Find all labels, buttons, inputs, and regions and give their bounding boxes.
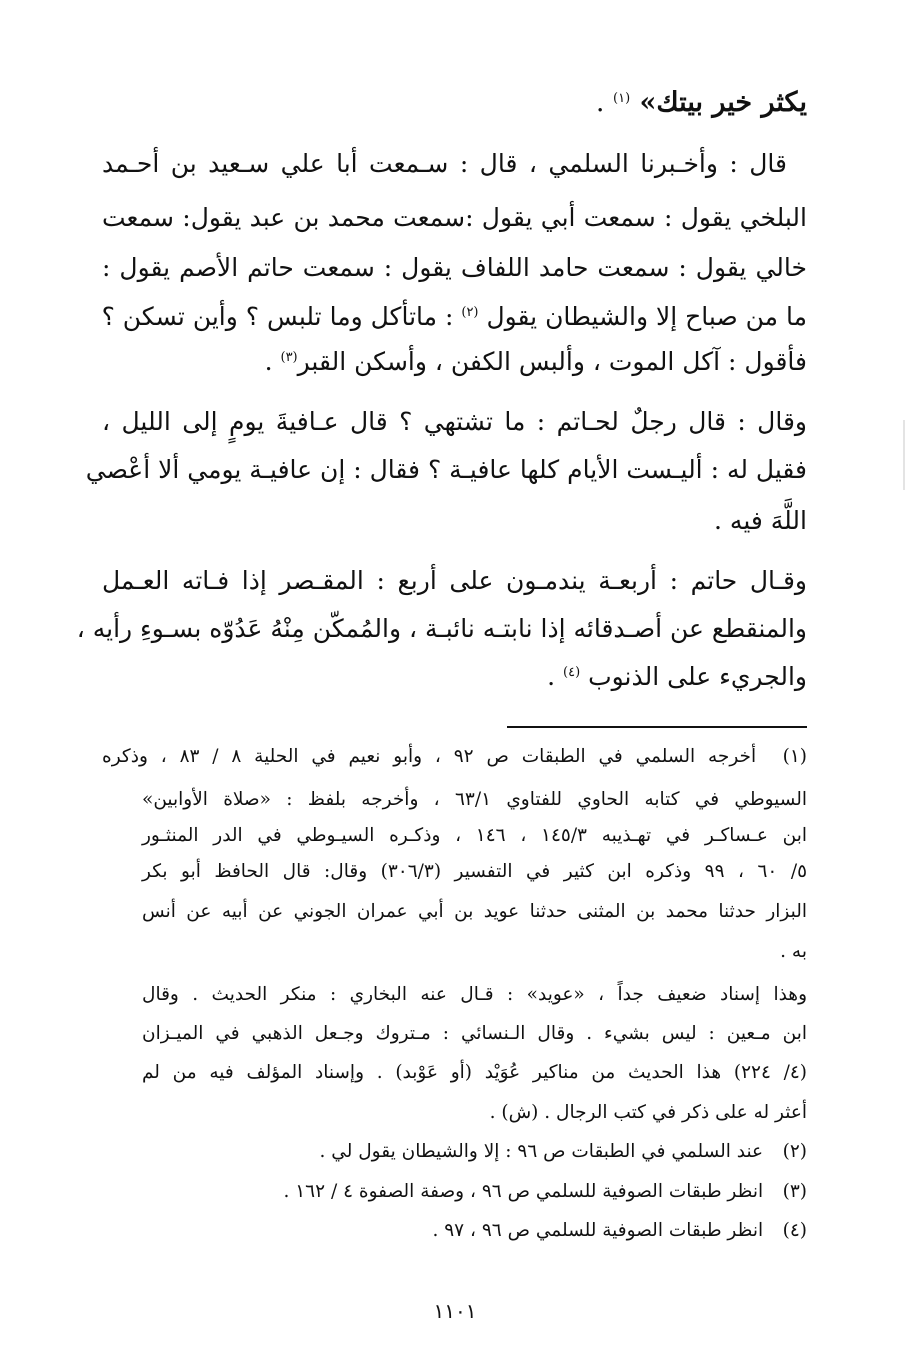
paragraph-3-line-3-text-b: . <box>547 662 563 691</box>
paragraph-3-line-3 <box>102 662 807 692</box>
footnote-2-number: (٢) <box>782 1141 807 1162</box>
footnote-1-line-1 <box>102 745 807 769</box>
footnote-3-text: انظر طبقات الصوفية للسلمي ص ٩٦ ، وصفة الصفوة ٤ / ١٦٢ . <box>283 1181 764 1202</box>
footnote-ref-4: (٤) <box>563 665 581 680</box>
paragraph-3-line-3-text-a: والجريء على الذنوب <box>580 662 807 691</box>
page-number: ١١٠١ <box>433 1299 477 1323</box>
footnote-ref-1: (١) <box>613 91 631 106</box>
paragraph-3-line-1: وقـال حاتم : أربعـة يندمـون على أربع : المقـصر إذا فـاته العـمل <box>102 566 807 595</box>
paragraph-2-line-3: اللَّهَ فيه . <box>714 506 807 535</box>
heading-title: يكثر خير بيتك» <box>630 87 807 118</box>
footnote-3-number: (٣) <box>782 1181 807 1202</box>
paragraph-2-line-2: فقيل له : أليـست الأيام كلها عافيـة ؟ فقال : إن عافيـة يومي ألا أعْصي <box>85 455 807 484</box>
footnote-1-line-8: ابن مـعين : ليس بشيء . وقال الـنسائي : مـتروك وجـعل الذهبي في الميـزان <box>142 1023 807 1044</box>
footnote-1-line-4: ٥/ ٦٠ ، ٩٩ وذكره ابن كثير في التفسير (٣٠٦/٣) وقال: قال الحافظ أبو بكر <box>142 861 807 882</box>
paragraph-2-line-1: وقال : قال رجلٌ لحـاتم : ما تشتهي ؟ قال عـافيةَ يومٍ إلى الليل ، <box>102 407 807 436</box>
footnote-4 <box>102 1219 807 1243</box>
paragraph-1-line-5-text-a: فأقول : آكل الموت ، وألبس الكفن ، وأسكن القبر <box>297 347 807 376</box>
footnote-1-line-1-text: أخرجه السلمي في الطبقات ص ٩٢ ، وأبو نعيم في الحلية ٨ / ٨٣ ، وذكره <box>102 746 757 767</box>
paragraph-1-line-1: قال : وأخـبرنا السلمي ، قال : سـمعت أبا علي سـعيد بن أحـمد <box>102 149 787 178</box>
footnote-ref-2: (٢) <box>461 305 479 320</box>
footnote-1-line-3: ابن عـساكـر في تهـذيبه ١٤٥/٣ ، ١٤٦ ، وذكـره السيـوطي في الدر المنثـور <box>142 825 807 846</box>
heading-line <box>102 86 807 120</box>
footnote-3 <box>102 1180 807 1204</box>
footnote-1-line-5: البزار حدثنا محمد بن المثنى حدثنا عويد بن أبي عمران الجوني عن أبيه عن أنس <box>142 901 807 922</box>
heading-tail: . <box>595 87 613 118</box>
footnote-4-text: انظر طبقات الصوفية للسلمي ص ٩٦ ، ٩٧ . <box>432 1220 764 1241</box>
paragraph-1-line-4 <box>102 302 807 332</box>
footnote-4-number: (٤) <box>782 1220 807 1241</box>
paragraph-1-line-3: خالي يقول : سمعت حامد اللفاف يقول : سمعت حاتم الأصم يقول : <box>102 253 807 282</box>
footnote-1-line-6: به . <box>780 941 807 962</box>
footnote-ref-3: (٣) <box>280 350 298 365</box>
footnote-1-line-10: أعثر له على ذكر في كتب الرجال . (ش) . <box>489 1102 807 1123</box>
footnote-1-line-2: السيوطي في كتابه الحاوي للفتاوي ٦٣/١ ، وأخرجه بلفظ : «صلاة الأوابين» <box>142 789 807 810</box>
paragraph-1-line-5-text-b: . <box>264 347 281 376</box>
paragraph-1-line-5 <box>102 347 807 377</box>
footnote-1-line-7: وهذا إسناد ضعيف جداً ، «عويد» : قـال عنه البخاري : منكر الحديث . وقال <box>142 984 807 1005</box>
paragraph-1-line-4-text-b: : ماتأكل وما تلبس ؟ وأين تسكن ؟ <box>101 302 462 331</box>
paragraph-1-line-2: البلخي يقول : سمعت أبي يقول :سمعت محمد بن عبد يقول: سمعت <box>102 203 807 232</box>
footnote-separator <box>507 726 807 728</box>
footnote-2-text: عند السلمي في الطبقات ص ٩٦ : إلا والشيطان يقول لي . <box>319 1141 764 1162</box>
paragraph-3-line-2: والمنقطع عن أصـدقائه إذا نابتـه نائبـة ، والمُمكّن مِنْهُ عَدُوّه بسـوءِ رأيه ، <box>76 614 807 643</box>
paragraph-1-line-4-text-a: ما من صباح إلا والشيطان يقول <box>478 302 807 331</box>
footnote-1-line-9: (٤/ ٢٢٤) هذا الحديث من مناكير عُوَيْد (أو عَوْبد) . وإسناد المؤلف فيه من لم <box>142 1062 807 1083</box>
footnote-2 <box>102 1140 807 1164</box>
scan-edge-mark <box>903 420 905 490</box>
footnote-1-number: (١) <box>782 746 807 767</box>
